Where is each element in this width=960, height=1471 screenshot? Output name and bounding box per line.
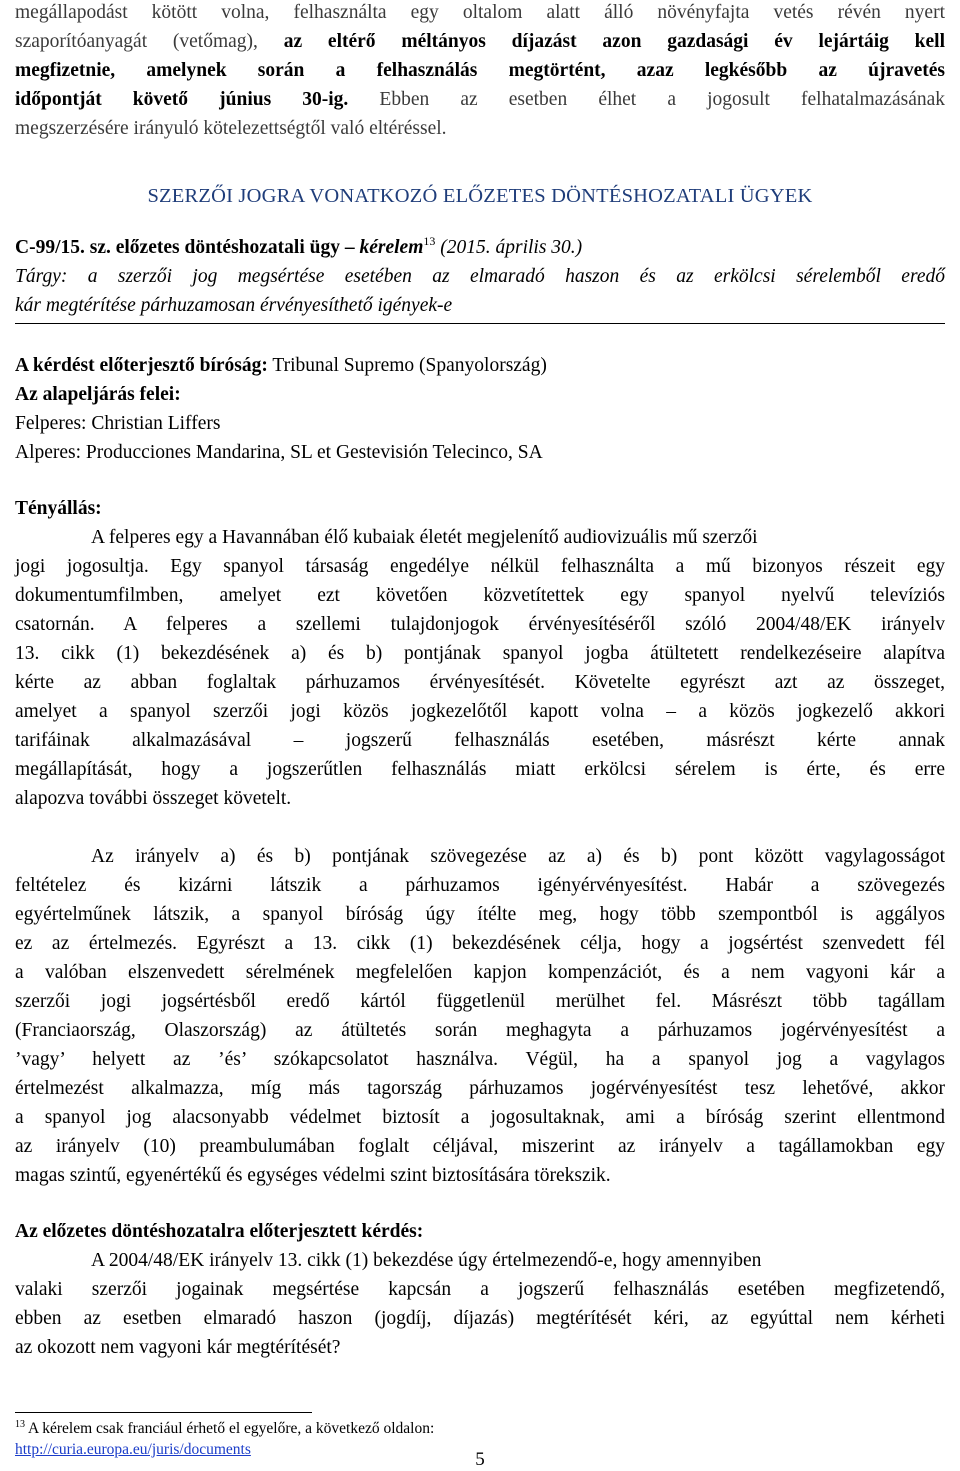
- referring-court-label: A kérdést előterjesztő bíróság:: [15, 355, 268, 376]
- case-dash: –: [339, 237, 360, 258]
- text-line: kérte az abban foglaltak párhuzamos érvényesítését. Követelte egyrészt azt az összeget,: [15, 672, 945, 693]
- case-title-line: [15, 233, 945, 262]
- case-request-label: kérelem: [359, 237, 424, 258]
- question-section: [15, 1217, 945, 1362]
- text-line: az irányelv (10) preambulumában foglalt céljával, miszerint az irányelv a tagállamokban egy: [15, 1136, 945, 1157]
- text-line: ’vagy’ helyett az ’és’ szókapcsolatot használva. Végül, ha a spanyol jog a vagylagos: [15, 1049, 945, 1070]
- text-line: dokumentumfilmben, amelyet ezt követően közvetítettek egy spanyol nyelvű televíziós: [15, 585, 945, 606]
- text-line: a valóban elszenvedett sérelmének megfelelően kapjon kompenzációt, és a nem vagyoni kár a: [15, 962, 945, 983]
- facts-paragraph-2: [15, 842, 945, 1190]
- facts-label: Tényállás:: [15, 498, 102, 519]
- text-line: amelyet a spanyol szerzői jogi közös jogkezelőtől kapott volna – a közös jogkezelő akkori: [15, 701, 945, 722]
- text-line: megállapítását, hogy a jogszerűtlen felhasználás miatt erkölcsi sérelem is érte, és erre: [15, 759, 945, 780]
- text-line: magas szintű, egyenértékű és egységes védelmi szint biztosítására törekszik.: [15, 1165, 611, 1186]
- case-subject: Tárgy: a szerzői jog megsértése esetében az elmaradó haszon és az erkölcsi sérelemből eredő: [15, 266, 945, 287]
- intro-line: megállapodást kötött volna, felhasználta egy oltalom alatt álló növényfajta vetés révén nyert: [15, 2, 945, 23]
- intro-line: megszerzésére irányuló kötelezettségtől való eltéréssel.: [15, 118, 447, 139]
- footnote-text-line: [15, 1418, 945, 1439]
- intro-paragraph: [15, 0, 945, 143]
- text-line: (Franciaország, Olaszország) az átültetés során meghagyta a párhuzamos jogérvényesítést a: [15, 1020, 945, 1041]
- intro-bold-text: megfizetnie, amelynek során a felhasználás megtörtént, azaz legkésőbb az újravetés: [15, 60, 945, 81]
- defendant: Alperes: Producciones Mandarina, SL et Gestevisión Telecinco, SA: [15, 442, 543, 463]
- plaintiff: Felperes: Christian Liffers: [15, 413, 221, 434]
- text-line: feltételez és kizárni látszik a párhuzamos igényérvényesítést. Habár a szövegezés: [15, 875, 945, 896]
- footnote-link[interactable]: http://curia.europa.eu/juris/documents: [15, 1441, 251, 1458]
- text-line: 13. cikk (1) bekezdésének a) és b) pontjának spanyol jogba átültetett rendelkezéseire alapítva: [15, 643, 945, 664]
- referring-court: [15, 351, 945, 380]
- facts-section: [15, 494, 945, 1190]
- question-label: Az előzetes döntéshozatalra előterjesztett kérdés:: [15, 1221, 424, 1242]
- intro-text: Ebben az esetben élhet a jogosult felhatalmazásának: [348, 89, 946, 110]
- text-line: jogi jogosultja. Egy spanyol társaság engedélye nélkül felhasználta a mű bizonyos részeit egy: [15, 556, 945, 577]
- footnote-reference[interactable]: 13: [423, 234, 436, 248]
- intro-bold-text: időpontját követő június 30-ig.: [15, 89, 349, 110]
- document-page: [15, 0, 945, 1460]
- text-line: csatornán. A felperes a szellemi tulajdonjogok érvényesítéséről szóló 2004/48/EK irányelv: [15, 614, 945, 635]
- footnote-text: A kérelem csak franciául érhető el egyelőre, a következő oldalon:: [25, 1420, 435, 1437]
- section-heading: SZERZŐI JOGRA VONATKOZÓ ELŐZETES DÖNTÉSHOZATALI ÜGYEK: [147, 185, 813, 207]
- intro-text: szaporítóanyagát (vetőmag),: [15, 31, 284, 52]
- text-line: ez az értelmezés. Egyrészt a 13. cikk (1) bekezdésének célja, hogy a jogsértést szenvedett fél: [15, 933, 945, 954]
- text-line: tarifáinak alkalmazásával – jogszerű felhasználás esetében, másrészt kérte annak: [15, 730, 945, 751]
- parties-block: [15, 351, 945, 467]
- case-subject-line: [15, 291, 945, 320]
- text-line: A 2004/48/EK irányelv 13. cikk (1) bekezdése úgy értelmezendő-e, hogy amennyiben: [91, 1250, 762, 1271]
- text-line: egyértelműnek látszik, a spanyol bíróság úgy ítélte meg, hogy több szempontból is aggályos: [15, 904, 945, 925]
- intro-bold-text: az eltérő méltányos díjazást azon gazdasági év lejártáig kell: [283, 31, 945, 52]
- text-line: Az irányelv a) és b) pontjának szövegezése az a) és b) pont között vagylagosságot: [91, 846, 945, 867]
- case-date: (2015. április 30.): [435, 237, 583, 258]
- case-subject: kár megtérítése párhuzamosan érvényesíthető igények-e: [15, 295, 453, 316]
- text-line: értelmezést alkalmazza, míg más tagország párhuzamos jogérvényesítést tesz lehetővé, akkor: [15, 1078, 945, 1099]
- intro-line: [15, 85, 945, 114]
- facts-paragraph-1: [15, 523, 945, 813]
- page-number: 5: [475, 1449, 485, 1470]
- text-line: a spanyol jog alacsonyabb védelmet biztosít a jogosultaknak, ami a bíróság szerint ellentmond: [15, 1107, 945, 1128]
- text-line: az okozott nem vagyoni kár megtérítését?: [15, 1337, 341, 1358]
- text-line: alapozva további összeget követelt.: [15, 788, 292, 809]
- intro-line: [15, 56, 945, 85]
- footnote-mark: 13: [15, 1419, 25, 1430]
- footnote-separator: [15, 1412, 312, 1413]
- case-subject-line: [15, 262, 945, 291]
- text-line: ebben az esetben elmaradó haszon (jogdíj, díjazás) megtérítését kéri, az egyúttal nem kérheti: [15, 1308, 945, 1329]
- case-header: [15, 233, 945, 324]
- text-line: szerzői jogi jogsértésből eredő kártól függetlenül merülhet fel. Másrészt több tagállam: [15, 991, 945, 1012]
- intro-line: [15, 27, 945, 56]
- main-parties-label: Az alapeljárás felei:: [15, 384, 181, 405]
- text-line: A felperes egy a Havannában élő kubaiak életét megjelenítő audiovizuális mű szerzői: [91, 527, 758, 548]
- referring-court-value: Tribunal Supremo (Spanyolország): [267, 355, 547, 376]
- case-title: C-99/15. sz. előzetes döntéshozatali ügy: [15, 237, 340, 258]
- text-line: valaki szerzői jogainak megsértése kapcsán a jogszerű felhasználás esetében megfizetendő,: [15, 1279, 945, 1300]
